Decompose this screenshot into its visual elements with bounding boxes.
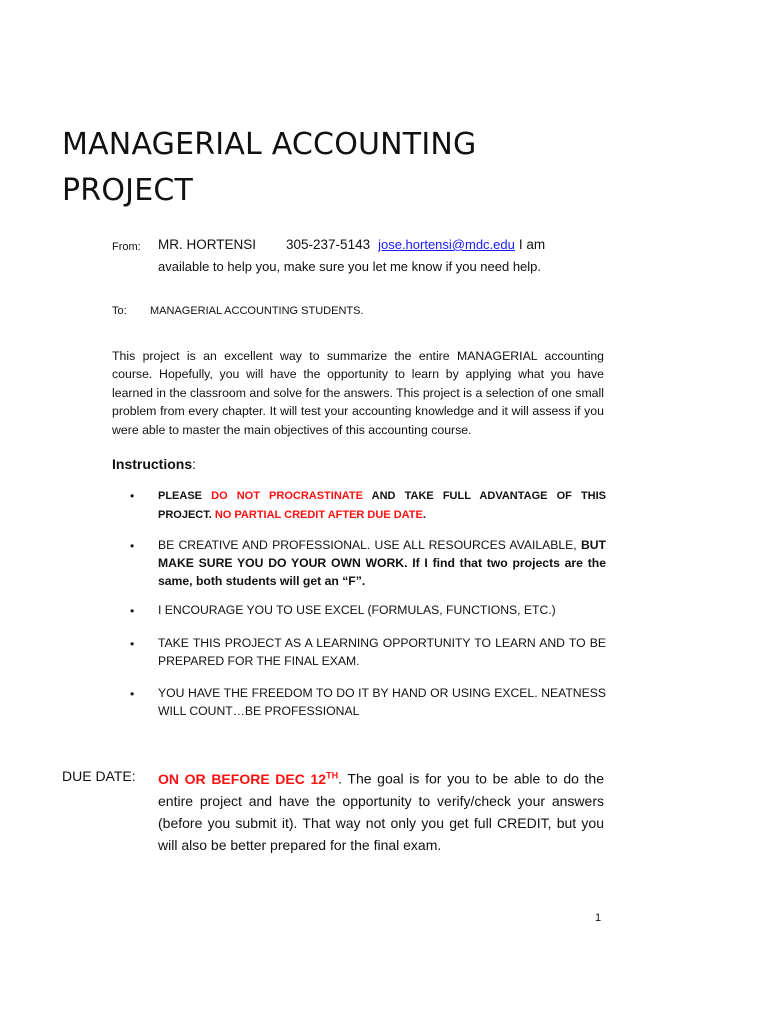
due-date-value	[158, 771, 338, 787]
instruction-item	[130, 684, 606, 720]
document-title	[62, 122, 476, 214]
instructions-heading-colon: :	[192, 456, 197, 472]
instruction-1-part2: AND TAKE FULL ADVANTAGE OF THIS PROJECT.	[158, 490, 606, 521]
instruction-item	[130, 536, 606, 601]
sender-email-link[interactable]: jose.hortensi@mdc.edu	[378, 237, 515, 252]
instruction-1-part3: .	[422, 509, 426, 521]
due-date-explanation: . The goal is for you to be able to do the entire project and have the opportunity to verify/check your answers (before you submit it). That way not only you get full CREDIT, but you will also be better prepared for the final exam.	[158, 770, 605, 853]
instruction-1-red-warning: DO NOT PROCRASTINATE	[211, 490, 363, 502]
sender-name: MR. HORTENSI	[158, 237, 257, 252]
recipients: MANAGERIAL ACCOUNTING STUDENTS.	[150, 305, 364, 317]
due-date-text: ON OR BEFORE DEC 12	[158, 770, 327, 787]
instruction-3: I ENCOURAGE YOU TO USE EXCEL (FORMULAS, FUNCTIONS, ETC.)	[158, 603, 556, 617]
instructions-heading	[112, 454, 196, 474]
due-date-label: DUE DATE:	[62, 768, 136, 784]
instruction-2-part1: BE CREATIVE AND PROFESSIONAL. USE ALL RESOURCES AVAILABLE,	[158, 538, 581, 552]
from-label: From:	[112, 241, 141, 253]
intro-paragraph: This project is an excellent way to summarize the entire MANAGERIAL accounting course. Hopefully, you will have the opportunity to learn by applying what you have learned in the classroom and solve for the answers. This project is a selection of one small problem from every chapter. It will test your accounting knowledge and it will assess if you were able to master the main objectives of this accounting course.	[112, 349, 604, 437]
instruction-1-part1: PLEASE	[158, 490, 212, 502]
instruction-1	[158, 490, 606, 521]
instruction-item	[130, 486, 606, 536]
from-i-am: I am	[518, 237, 546, 252]
due-date-suffix: TH	[326, 770, 339, 780]
from-contact-line	[158, 236, 545, 254]
due-date-paragraph	[158, 764, 604, 856]
instructions-heading-text: Instructions	[112, 456, 193, 472]
instruction-item	[130, 634, 606, 684]
to-label: To:	[112, 305, 127, 317]
instruction-4: TAKE THIS PROJECT AS A LEARNING OPPORTUNITY TO LEARN AND TO BE PREPARED FOR THE FINAL EXAM.	[158, 636, 606, 668]
title-line-1: MANAGERIAL ACCOUNTING	[62, 127, 477, 162]
instruction-2-own-work: BUT MAKE SURE YOU DO YOUR OWN WORK. If I find that two projects are the same, both students will get an “F”.	[158, 538, 606, 588]
title-line-2: PROJECT	[62, 173, 194, 208]
instruction-1-no-partial-credit: NO PARTIAL CREDIT AFTER DUE DATE	[214, 509, 423, 521]
page-number: 1	[595, 912, 602, 924]
instruction-item	[130, 601, 606, 634]
instructions-list	[130, 486, 606, 720]
from-help-text: available to help you, make sure you let me know if you need help.	[158, 259, 542, 274]
instruction-5: YOU HAVE THE FREEDOM TO DO IT BY HAND OR USING EXCEL. NEATNESS WILL COUNT…BE PROFESSIONAL	[158, 686, 606, 718]
sender-phone: 305-237-5143	[286, 237, 371, 252]
